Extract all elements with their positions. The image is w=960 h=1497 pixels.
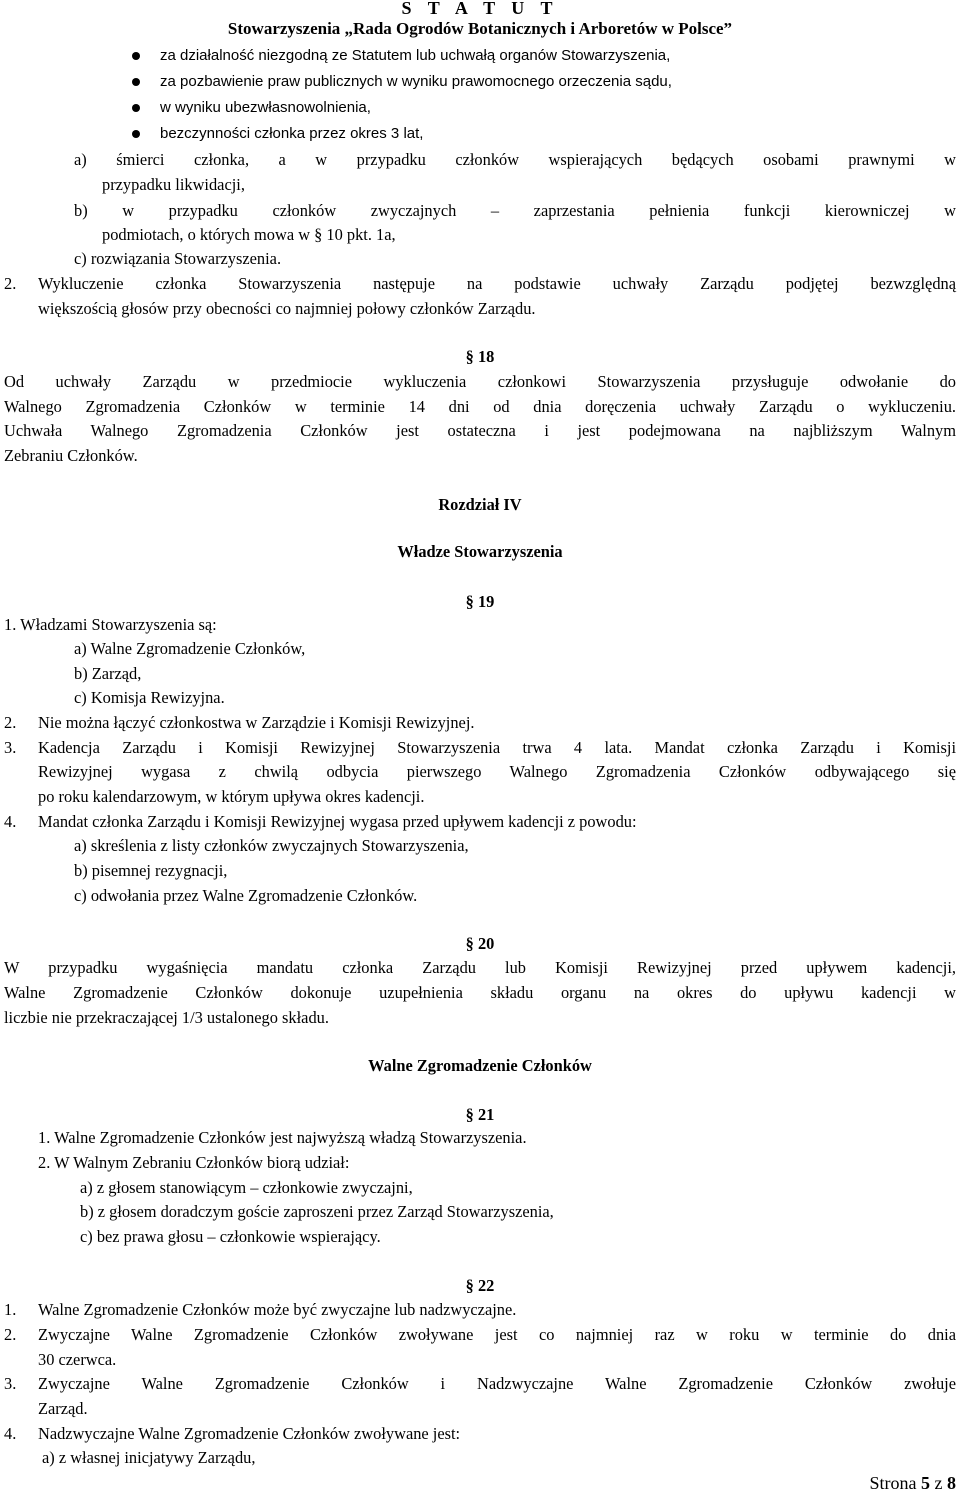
paragraph-line: Nadzwyczajne Walne Zgromadzenie Członków zwoływane jest: — [38, 1424, 461, 1443]
paragraph-line: Zebraniu Członków. — [4, 446, 138, 465]
paragraph-line: 2. W Walnym Zebraniu Członków biorą udział: — [38, 1153, 350, 1172]
paragraph-line: Zwyczajne Walne Zgromadzenie Członków i Nadzwyczajne Walne Zgromadzenie Członków zwołuje — [38, 1374, 956, 1393]
paragraph-line: 1. Władzami Stowarzyszenia są: — [4, 615, 217, 634]
item-number: 2. — [4, 713, 17, 732]
page-number-total: 8 — [947, 1473, 956, 1493]
section-heading: § 22 — [465, 1276, 495, 1295]
bullet-dot-icon — [132, 78, 140, 86]
list-item: za działalność niezgodną ze Statutem lub uchwałą organów Stowarzyszenia, — [160, 47, 671, 64]
document-subtitle: Stowarzyszenia „Rada Ogrodów Botanicznych i Arboretów w Polsce” — [227, 19, 733, 38]
item-number: 2. — [4, 1325, 17, 1344]
section-heading: § 18 — [465, 347, 495, 366]
item-number: 3. — [4, 1374, 17, 1393]
page-number — [870, 1472, 957, 1494]
page-number-separator: z — [930, 1473, 947, 1493]
item-number: 2. — [4, 274, 17, 293]
list-item: b) z głosem doradczym goście zaproszeni przez Zarząd Stowarzyszenia, — [80, 1202, 554, 1221]
paragraph-line: Kadencja Zarządu i Komisji Rewizyjnej Stowarzyszenia trwa 4 lata. Mandat członka Zarządu i Komisji — [38, 738, 956, 757]
bullet-dot-icon — [132, 104, 140, 112]
bullet-dot-icon — [132, 130, 140, 138]
paragraph-line: Uchwała Walnego Zgromadzenia Członków jest ostateczna i jest podejmowana na najbliższym Walnym — [4, 421, 956, 440]
page-number-prefix: Strona — [869, 1473, 921, 1493]
document-title: S T A T U T — [401, 0, 559, 18]
section-heading: § 21 — [465, 1105, 495, 1124]
paragraph-line: Zwyczajne Walne Zgromadzenie Członków zwoływane jest co najmniej raz w roku w terminie do dnia — [38, 1325, 956, 1344]
paragraph-line: Wykluczenie członka Stowarzyszenia następuje na podstawie uchwały Zarządu podjętej bezwzględną — [38, 274, 956, 293]
paragraph-line: Nie można łączyć członkostwa w Zarządzie i Komisji Rewizyjnej. — [38, 713, 475, 732]
list-item: a) Walne Zgromadzenie Członków, — [74, 639, 306, 658]
paragraph-line: liczbie nie przekraczającej 1/3 ustalonego składu. — [4, 1008, 329, 1027]
section-title: Walne Zgromadzenie Członków — [368, 1056, 592, 1075]
chapter-title: Rozdział IV — [438, 495, 522, 514]
list-item: c) bez prawa głosu – członkowie wspierający. — [80, 1227, 381, 1246]
chapter-subtitle: Władze Stowarzyszenia — [397, 542, 563, 561]
item-number: 4. — [4, 1424, 17, 1443]
paragraph-line: Walne Zgromadzenie Członków dokonuje uzupełnienia składu organu na okres do upływu kadencji w — [4, 983, 956, 1002]
list-item: b) w przypadku członków zwyczajnych – zaprzestania pełnienia funkcji kierowniczej w — [74, 201, 956, 220]
list-item: c) odwołania przez Walne Zgromadzenie Członków. — [74, 886, 418, 905]
item-number: 3. — [4, 738, 17, 757]
paragraph-line: Mandat członka Zarządu i Komisji Rewizyjnej wygasa przed upływem kadencji z powodu: — [38, 812, 637, 831]
list-item: a) skreślenia z listy członków zwyczajnych Stowarzyszenia, — [74, 836, 469, 855]
list-item: c) Komisja Rewizyjna. — [74, 688, 225, 707]
paragraph-line: po roku kalendarzowym, w którym upływa okres kadencji. — [38, 787, 425, 806]
page-number-current: 5 — [921, 1473, 930, 1493]
paragraph-line: 1. Walne Zgromadzenie Członków jest najwyższą władzą Stowarzyszenia. — [38, 1128, 527, 1147]
list-item: przypadku likwidacji, — [102, 175, 245, 194]
list-item: b) Zarząd, — [74, 664, 142, 683]
paragraph-line: W przypadku wygaśnięcia mandatu członka Zarządu lub Komisji Rewizyjnej przed upływem kadencji, — [4, 958, 956, 977]
paragraph-line: 30 czerwca. — [38, 1350, 117, 1369]
list-item: a) śmierci członka, a w przypadku członków wspierających będących osobami prawnymi w — [74, 150, 956, 169]
paragraph-line: Zarząd. — [38, 1399, 88, 1418]
item-number: 1. — [4, 1300, 17, 1319]
section-heading: § 20 — [465, 934, 495, 953]
list-item: podmiotach, o których mowa w § 10 pkt. 1a, — [102, 225, 396, 244]
list-item: c) rozwiązania Stowarzyszenia. — [74, 249, 282, 268]
section-heading: § 19 — [465, 592, 495, 611]
list-item: za pozbawienie praw publicznych w wyniku prawomocnego orzeczenia sądu, — [160, 73, 672, 90]
paragraph-line: Rewizyjnej wygasa z chwilą odbycia pierwszego Walnego Zgromadzenia Członków odbywającego się — [38, 762, 956, 781]
paragraph-line: większością głosów przy obecności co najmniej połowy członków Zarządu. — [38, 299, 536, 318]
list-item: bezczynności członka przez okres 3 lat, — [160, 125, 424, 142]
item-number: 4. — [4, 812, 17, 831]
paragraph-line: Walne Zgromadzenie Członków może być zwyczajne lub nadzwyczajne. — [38, 1300, 517, 1319]
list-item: w wyniku ubezwłasnowolnienia, — [160, 99, 371, 116]
list-item: b) pisemnej rezygnacji, — [74, 861, 228, 880]
paragraph-line: Od uchwały Zarządu w przedmiocie wykluczenia członkowi Stowarzyszenia przysługuje odwołanie do — [4, 372, 956, 391]
paragraph-line: Walnego Zgromadzenia Członków w terminie 14 dni od dnia doręczenia uchwały Zarządu o wykluczeniu. — [4, 397, 956, 416]
list-item: a) z głosem stanowiącym – członkowie zwyczajni, — [80, 1178, 413, 1197]
bullet-dot-icon — [132, 52, 140, 60]
list-item: a) z własnej inicjatywy Zarządu, — [42, 1448, 256, 1467]
